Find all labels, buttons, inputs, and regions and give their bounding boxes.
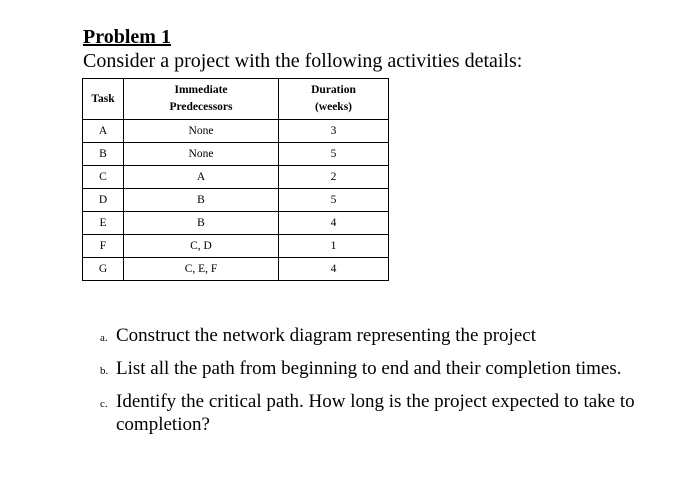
header-predecessors-line1: Immediate <box>174 84 228 97</box>
task-cell: F <box>83 235 124 258</box>
predecessors-cell: C, E, F <box>124 258 279 281</box>
question-text: Identify the critical path. How long is the project expected to take to completion? <box>116 391 635 435</box>
predecessors-cell: None <box>124 120 279 143</box>
table-row <box>83 235 389 258</box>
duration-cell: 1 <box>279 235 389 258</box>
duration-cell: 4 <box>279 258 389 281</box>
duration-cell: 5 <box>279 189 389 212</box>
task-cell: A <box>83 120 124 143</box>
question-text: List all the path from beginning to end and their completion times. <box>116 358 622 379</box>
header-duration <box>279 79 389 120</box>
table-row <box>83 166 389 189</box>
predecessors-cell: None <box>124 143 279 166</box>
header-task <box>83 79 124 120</box>
table-header-row <box>83 79 389 120</box>
question-marker: a. <box>100 332 108 344</box>
duration-cell: 3 <box>279 120 389 143</box>
problem-title: Problem 1 <box>83 26 171 48</box>
question-item <box>100 357 640 383</box>
activities-table <box>82 78 389 281</box>
task-cell: B <box>83 143 124 166</box>
task-cell: C <box>83 166 124 189</box>
duration-cell: 2 <box>279 166 389 189</box>
question-item <box>100 324 640 350</box>
duration-cell: 4 <box>279 212 389 235</box>
problem-intro: Consider a project with the following activities details: <box>83 50 523 72</box>
predecessors-cell: A <box>124 166 279 189</box>
task-cell: E <box>83 212 124 235</box>
table-row <box>83 258 389 281</box>
header-task-label: Task <box>91 92 115 105</box>
table-row <box>83 212 389 235</box>
table-row <box>83 143 389 166</box>
duration-cell: 5 <box>279 143 389 166</box>
question-list <box>100 324 640 443</box>
predecessors-cell: C, D <box>124 235 279 258</box>
predecessors-cell: B <box>124 212 279 235</box>
predecessors-cell: B <box>124 189 279 212</box>
header-predecessors <box>124 79 279 120</box>
question-marker: b. <box>100 365 109 377</box>
table-row <box>83 189 389 212</box>
task-cell: D <box>83 189 124 212</box>
table-row <box>83 120 389 143</box>
question-item <box>100 390 640 436</box>
header-duration-line2: (weeks) <box>314 101 353 113</box>
question-marker: c. <box>100 398 108 410</box>
question-text: Construct the network diagram representing the project <box>116 325 536 346</box>
header-predecessors-line2: Predecessors <box>169 101 233 113</box>
task-cell: G <box>83 258 124 281</box>
header-duration-line1: Duration <box>311 84 356 97</box>
